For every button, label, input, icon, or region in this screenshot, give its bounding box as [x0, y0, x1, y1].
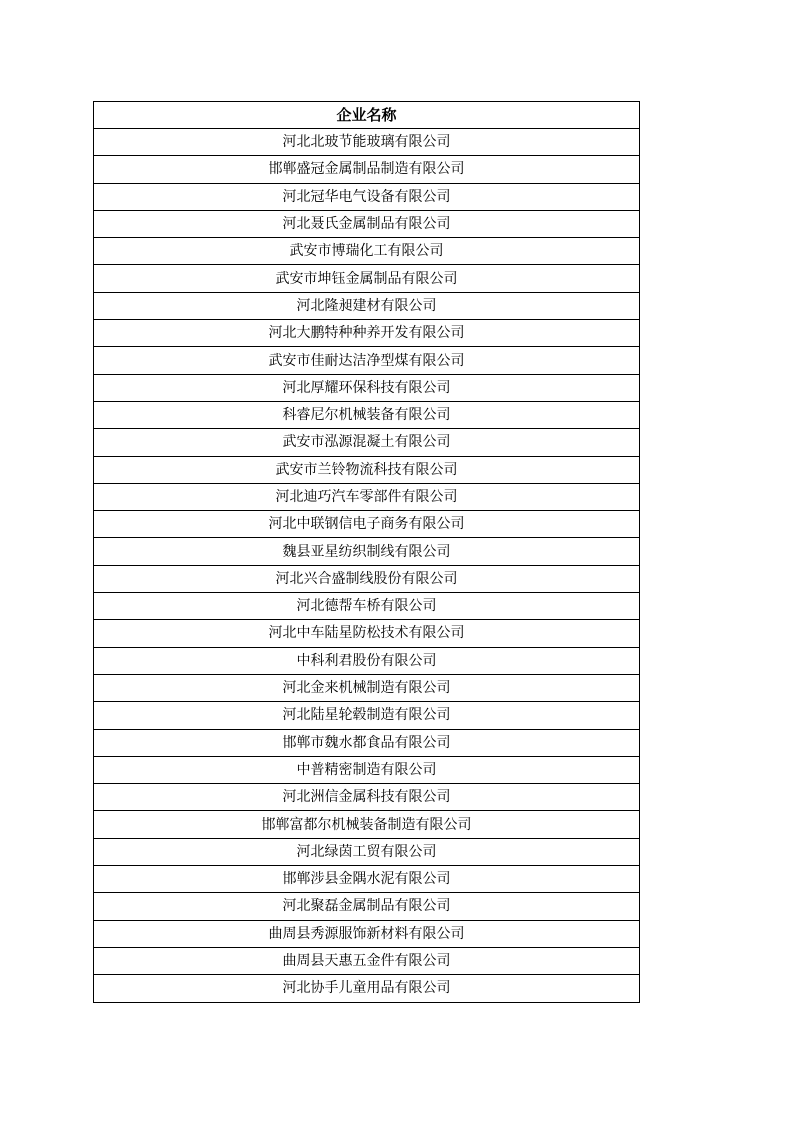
- company-name-cell: 河北聚磊金属制品有限公司: [94, 893, 640, 920]
- company-name-cell: 武安市坤钰金属制品有限公司: [94, 265, 640, 292]
- table-row: [94, 483, 640, 510]
- table-header-row: [94, 102, 640, 129]
- company-name-cell: 中普精密制造有限公司: [94, 756, 640, 783]
- table-row: [94, 429, 640, 456]
- company-name-cell: 科睿尼尔机械装备有限公司: [94, 401, 640, 428]
- table-row: [94, 456, 640, 483]
- table-row: [94, 702, 640, 729]
- company-name-cell: 邯郸盛冠金属制品制造有限公司: [94, 156, 640, 183]
- table-row: [94, 866, 640, 893]
- table-row: [94, 320, 640, 347]
- column-header-company-name: 企业名称: [94, 102, 640, 129]
- table-row: [94, 183, 640, 210]
- table-row: [94, 674, 640, 701]
- table-row: [94, 374, 640, 401]
- company-name-cell: 河北金来机械制造有限公司: [94, 674, 640, 701]
- company-name-cell: 中科利君股份有限公司: [94, 647, 640, 674]
- table-row: [94, 811, 640, 838]
- company-name-cell: 邯郸市魏水都食品有限公司: [94, 729, 640, 756]
- company-name-cell: 曲周县天惠五金件有限公司: [94, 947, 640, 974]
- table-row: [94, 620, 640, 647]
- table-row: [94, 756, 640, 783]
- company-name-cell: 曲周县秀源服饰新材料有限公司: [94, 920, 640, 947]
- table-row: [94, 238, 640, 265]
- company-name-cell: 河北隆昶建材有限公司: [94, 292, 640, 319]
- table-row: [94, 538, 640, 565]
- table-row: [94, 347, 640, 374]
- table-row: [94, 593, 640, 620]
- company-name-cell: 邯郸富都尔机械装备制造有限公司: [94, 811, 640, 838]
- company-name-cell: 武安市博瑞化工有限公司: [94, 238, 640, 265]
- company-name-cell: 河北兴合盛制线股份有限公司: [94, 565, 640, 592]
- company-name-cell: 魏县亚星纺织制线有限公司: [94, 538, 640, 565]
- company-name-cell: 河北中车陆星防松技术有限公司: [94, 620, 640, 647]
- table-row: [94, 838, 640, 865]
- company-name-cell: 河北冠华电气设备有限公司: [94, 183, 640, 210]
- company-table: [93, 101, 640, 1003]
- table-row: [94, 784, 640, 811]
- table-row: [94, 265, 640, 292]
- company-name-cell: 武安市泓源混凝土有限公司: [94, 429, 640, 456]
- table-row: [94, 401, 640, 428]
- company-name-cell: 河北洲信金属科技有限公司: [94, 784, 640, 811]
- table-row: [94, 129, 640, 156]
- company-name-cell: 邯郸涉县金隅水泥有限公司: [94, 866, 640, 893]
- table-body: [94, 129, 640, 1003]
- company-name-cell: 河北德帮车桥有限公司: [94, 593, 640, 620]
- company-name-cell: 河北北玻节能玻璃有限公司: [94, 129, 640, 156]
- table-row: [94, 156, 640, 183]
- table-row: [94, 920, 640, 947]
- table-row: [94, 647, 640, 674]
- company-name-cell: 河北聂氏金属制品有限公司: [94, 210, 640, 237]
- company-name-cell: 武安市佳耐达洁净型煤有限公司: [94, 347, 640, 374]
- company-name-cell: 河北中联钢信电子商务有限公司: [94, 511, 640, 538]
- table-row: [94, 292, 640, 319]
- table-row: [94, 565, 640, 592]
- table-row: [94, 729, 640, 756]
- table-row: [94, 975, 640, 1002]
- table-row: [94, 210, 640, 237]
- company-name-cell: 河北陆星轮毂制造有限公司: [94, 702, 640, 729]
- company-name-cell: 河北迪巧汽车零部件有限公司: [94, 483, 640, 510]
- table-row: [94, 511, 640, 538]
- company-name-cell: 武安市兰铃物流科技有限公司: [94, 456, 640, 483]
- table-row: [94, 893, 640, 920]
- table-row: [94, 947, 640, 974]
- company-name-cell: 河北大鹏特种种养开发有限公司: [94, 320, 640, 347]
- company-name-cell: 河北绿茵工贸有限公司: [94, 838, 640, 865]
- company-name-cell: 河北厚耀环保科技有限公司: [94, 374, 640, 401]
- company-name-cell: 河北协手儿童用品有限公司: [94, 975, 640, 1002]
